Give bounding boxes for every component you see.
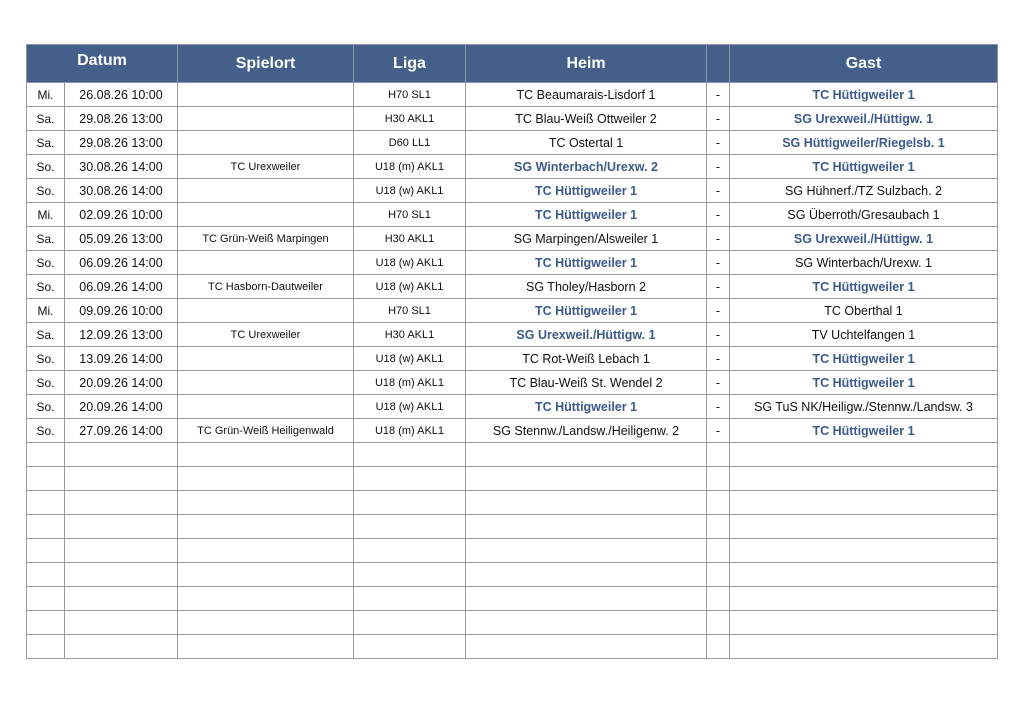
cell-weekday: So.	[27, 347, 65, 371]
cell-home-team: SG Tholey/Hasborn 2	[466, 275, 707, 299]
cell-weekday: Sa.	[27, 131, 65, 155]
empty-cell	[178, 467, 354, 491]
cell-away-team: TC Hüttigweiler 1	[730, 419, 998, 443]
cell-home-team: SG Stennw./Landsw./Heiligenw. 2	[466, 419, 707, 443]
table-row	[27, 395, 998, 419]
header-separator	[707, 45, 730, 83]
cell-venue	[178, 395, 354, 419]
empty-row	[27, 611, 998, 635]
cell-separator: -	[707, 227, 730, 251]
empty-cell	[27, 515, 65, 539]
cell-away-team: SG Urexweil./Hüttigw. 1	[730, 107, 998, 131]
empty-cell	[354, 491, 466, 515]
empty-cell	[466, 443, 707, 467]
empty-cell	[466, 563, 707, 587]
empty-cell	[466, 635, 707, 659]
cell-league: H70 SL1	[354, 83, 466, 107]
empty-cell	[707, 515, 730, 539]
cell-home-team: SG Winterbach/Urexw. 2	[466, 155, 707, 179]
cell-venue	[178, 251, 354, 275]
table-row	[27, 179, 998, 203]
header-gast: Gast	[730, 45, 998, 83]
cell-away-team: SG TuS NK/Heiligw./Stennw./Landsw. 3	[730, 395, 998, 419]
empty-cell	[707, 635, 730, 659]
cell-date-time: 30.08.26 14:00	[65, 179, 178, 203]
empty-cell	[354, 515, 466, 539]
cell-venue	[178, 179, 354, 203]
cell-venue	[178, 107, 354, 131]
empty-cell	[178, 611, 354, 635]
empty-cell	[354, 635, 466, 659]
match-schedule-table	[26, 44, 998, 659]
cell-away-team: TC Hüttigweiler 1	[730, 155, 998, 179]
cell-weekday: Sa.	[27, 107, 65, 131]
cell-venue	[178, 131, 354, 155]
cell-away-team: TC Hüttigweiler 1	[730, 347, 998, 371]
cell-league: D60 LL1	[354, 131, 466, 155]
empty-row	[27, 515, 998, 539]
empty-cell	[178, 491, 354, 515]
empty-cell	[65, 539, 178, 563]
empty-cell	[65, 443, 178, 467]
empty-row	[27, 443, 998, 467]
empty-cell	[730, 443, 998, 467]
cell-home-team: TC Hüttigweiler 1	[466, 203, 707, 227]
empty-cell	[707, 611, 730, 635]
empty-cell	[27, 467, 65, 491]
header-heim: Heim	[466, 45, 707, 83]
cell-home-team: TC Rot-Weiß Lebach 1	[466, 347, 707, 371]
table-row	[27, 323, 998, 347]
cell-weekday: So.	[27, 179, 65, 203]
cell-date-time: 09.09.26 10:00	[65, 299, 178, 323]
cell-league: U18 (w) AKL1	[354, 275, 466, 299]
empty-cell	[27, 443, 65, 467]
cell-date-time: 13.09.26 14:00	[65, 347, 178, 371]
empty-cell	[27, 587, 65, 611]
cell-home-team: SG Marpingen/Alsweiler 1	[466, 227, 707, 251]
cell-separator: -	[707, 107, 730, 131]
cell-separator: -	[707, 155, 730, 179]
cell-weekday: Sa.	[27, 227, 65, 251]
empty-cell	[730, 539, 998, 563]
cell-home-team: TC Hüttigweiler 1	[466, 251, 707, 275]
cell-league: U18 (m) AKL1	[354, 371, 466, 395]
cell-league: H30 AKL1	[354, 227, 466, 251]
table-row	[27, 299, 998, 323]
empty-cell	[178, 515, 354, 539]
cell-separator: -	[707, 299, 730, 323]
cell-date-time: 12.09.26 13:00	[65, 323, 178, 347]
cell-separator: -	[707, 371, 730, 395]
table-row	[27, 203, 998, 227]
cell-weekday: Mi.	[27, 203, 65, 227]
table-row	[27, 251, 998, 275]
header-row	[27, 45, 998, 83]
empty-cell	[178, 635, 354, 659]
empty-cell	[178, 563, 354, 587]
cell-away-team: SG Urexweil./Hüttigw. 1	[730, 227, 998, 251]
empty-row	[27, 563, 998, 587]
header-liga: Liga	[354, 45, 466, 83]
cell-separator: -	[707, 347, 730, 371]
empty-cell	[730, 515, 998, 539]
cell-date-time: 26.08.26 10:00	[65, 83, 178, 107]
empty-cell	[27, 611, 65, 635]
empty-cell	[354, 443, 466, 467]
empty-cell	[730, 563, 998, 587]
cell-weekday: So.	[27, 419, 65, 443]
cell-separator: -	[707, 275, 730, 299]
empty-cell	[707, 443, 730, 467]
cell-away-team: SG Hühnerf./TZ Sulzbach. 2	[730, 179, 998, 203]
cell-separator: -	[707, 395, 730, 419]
cell-league: U18 (w) AKL1	[354, 251, 466, 275]
empty-cell	[65, 635, 178, 659]
cell-away-team: TC Hüttigweiler 1	[730, 275, 998, 299]
empty-cell	[707, 467, 730, 491]
empty-cell	[27, 539, 65, 563]
cell-date-time: 20.09.26 14:00	[65, 395, 178, 419]
empty-row	[27, 467, 998, 491]
cell-home-team: TC Blau-Weiß Ottweiler 2	[466, 107, 707, 131]
empty-cell	[730, 635, 998, 659]
table-row	[27, 275, 998, 299]
cell-separator: -	[707, 251, 730, 275]
empty-cell	[707, 587, 730, 611]
empty-cell	[65, 587, 178, 611]
table-row	[27, 131, 998, 155]
cell-venue: TC Grün-Weiß Marpingen	[178, 227, 354, 251]
cell-venue	[178, 299, 354, 323]
empty-cell	[27, 491, 65, 515]
cell-date-time: 02.09.26 10:00	[65, 203, 178, 227]
cell-separator: -	[707, 419, 730, 443]
cell-weekday: So.	[27, 275, 65, 299]
cell-home-team: TC Blau-Weiß St. Wendel 2	[466, 371, 707, 395]
cell-home-team: SG Urexweil./Hüttigw. 1	[466, 323, 707, 347]
cell-weekday: Mi.	[27, 83, 65, 107]
cell-away-team: TC Oberthal 1	[730, 299, 998, 323]
cell-separator: -	[707, 323, 730, 347]
cell-away-team: TC Hüttigweiler 1	[730, 83, 998, 107]
cell-league: H30 AKL1	[354, 323, 466, 347]
cell-separator: -	[707, 131, 730, 155]
empty-cell	[178, 539, 354, 563]
empty-cell	[354, 587, 466, 611]
table-header	[27, 45, 998, 83]
empty-cell	[466, 491, 707, 515]
empty-cell	[354, 467, 466, 491]
cell-league: U18 (w) AKL1	[354, 395, 466, 419]
empty-cell	[27, 563, 65, 587]
empty-cell	[178, 443, 354, 467]
empty-cell	[707, 491, 730, 515]
cell-venue	[178, 347, 354, 371]
cell-home-team: TC Hüttigweiler 1	[466, 395, 707, 419]
cell-venue: TC Grün-Weiß Heiligenwald	[178, 419, 354, 443]
empty-row	[27, 539, 998, 563]
cell-date-time: 27.09.26 14:00	[65, 419, 178, 443]
cell-league: U18 (w) AKL1	[354, 179, 466, 203]
cell-weekday: Sa.	[27, 323, 65, 347]
empty-row	[27, 491, 998, 515]
cell-home-team: TC Beaumarais-Lisdorf 1	[466, 83, 707, 107]
empty-row	[27, 587, 998, 611]
empty-cell	[707, 539, 730, 563]
empty-cell	[65, 611, 178, 635]
cell-date-time: 30.08.26 14:00	[65, 155, 178, 179]
cell-separator: -	[707, 83, 730, 107]
cell-home-team: TC Hüttigweiler 1	[466, 299, 707, 323]
cell-venue	[178, 83, 354, 107]
empty-cell	[707, 563, 730, 587]
table-row	[27, 419, 998, 443]
empty-cell	[27, 635, 65, 659]
table-row	[27, 371, 998, 395]
cell-league: H70 SL1	[354, 299, 466, 323]
table-body	[27, 83, 998, 659]
cell-league: H70 SL1	[354, 203, 466, 227]
cell-venue: TC Urexweiler	[178, 323, 354, 347]
cell-separator: -	[707, 203, 730, 227]
cell-away-team: TV Uchtelfangen 1	[730, 323, 998, 347]
empty-cell	[65, 467, 178, 491]
cell-date-time: 06.09.26 14:00	[65, 251, 178, 275]
table-row	[27, 83, 998, 107]
cell-venue: TC Urexweiler	[178, 155, 354, 179]
table-row	[27, 107, 998, 131]
empty-cell	[65, 515, 178, 539]
cell-away-team: SG Winterbach/Urexw. 1	[730, 251, 998, 275]
table-row	[27, 227, 998, 251]
empty-cell	[730, 587, 998, 611]
empty-cell	[466, 611, 707, 635]
cell-weekday: So.	[27, 251, 65, 275]
cell-weekday: Mi.	[27, 299, 65, 323]
empty-cell	[65, 563, 178, 587]
cell-separator: -	[707, 179, 730, 203]
cell-away-team: TC Hüttigweiler 1	[730, 371, 998, 395]
empty-cell	[65, 491, 178, 515]
cell-league: U18 (m) AKL1	[354, 419, 466, 443]
cell-home-team: TC Hüttigweiler 1	[466, 179, 707, 203]
cell-league: U18 (w) AKL1	[354, 347, 466, 371]
empty-cell	[466, 587, 707, 611]
cell-weekday: So.	[27, 371, 65, 395]
empty-cell	[178, 587, 354, 611]
empty-cell	[354, 611, 466, 635]
empty-cell	[466, 515, 707, 539]
cell-date-time: 05.09.26 13:00	[65, 227, 178, 251]
empty-cell	[354, 539, 466, 563]
header-spielort: Spielort	[178, 45, 354, 83]
cell-away-team: SG Hüttigweiler/Riegelsb. 1	[730, 131, 998, 155]
empty-cell	[730, 467, 998, 491]
table-row	[27, 155, 998, 179]
cell-league: H30 AKL1	[354, 107, 466, 131]
cell-venue	[178, 203, 354, 227]
empty-cell	[730, 611, 998, 635]
empty-cell	[730, 491, 998, 515]
cell-date-time: 20.09.26 14:00	[65, 371, 178, 395]
cell-weekday: So.	[27, 155, 65, 179]
cell-venue	[178, 371, 354, 395]
cell-home-team: TC Ostertal 1	[466, 131, 707, 155]
cell-league: U18 (m) AKL1	[354, 155, 466, 179]
cell-date-time: 29.08.26 13:00	[65, 131, 178, 155]
empty-cell	[466, 539, 707, 563]
cell-date-time: 29.08.26 13:00	[65, 107, 178, 131]
cell-away-team: SG Überroth/Gresaubach 1	[730, 203, 998, 227]
cell-weekday: So.	[27, 395, 65, 419]
table-row	[27, 347, 998, 371]
empty-row	[27, 635, 998, 659]
cell-date-time: 06.09.26 14:00	[65, 275, 178, 299]
header-datum: Datum	[27, 45, 178, 83]
empty-cell	[354, 563, 466, 587]
empty-cell	[466, 467, 707, 491]
cell-venue: TC Hasborn-Dautweiler	[178, 275, 354, 299]
